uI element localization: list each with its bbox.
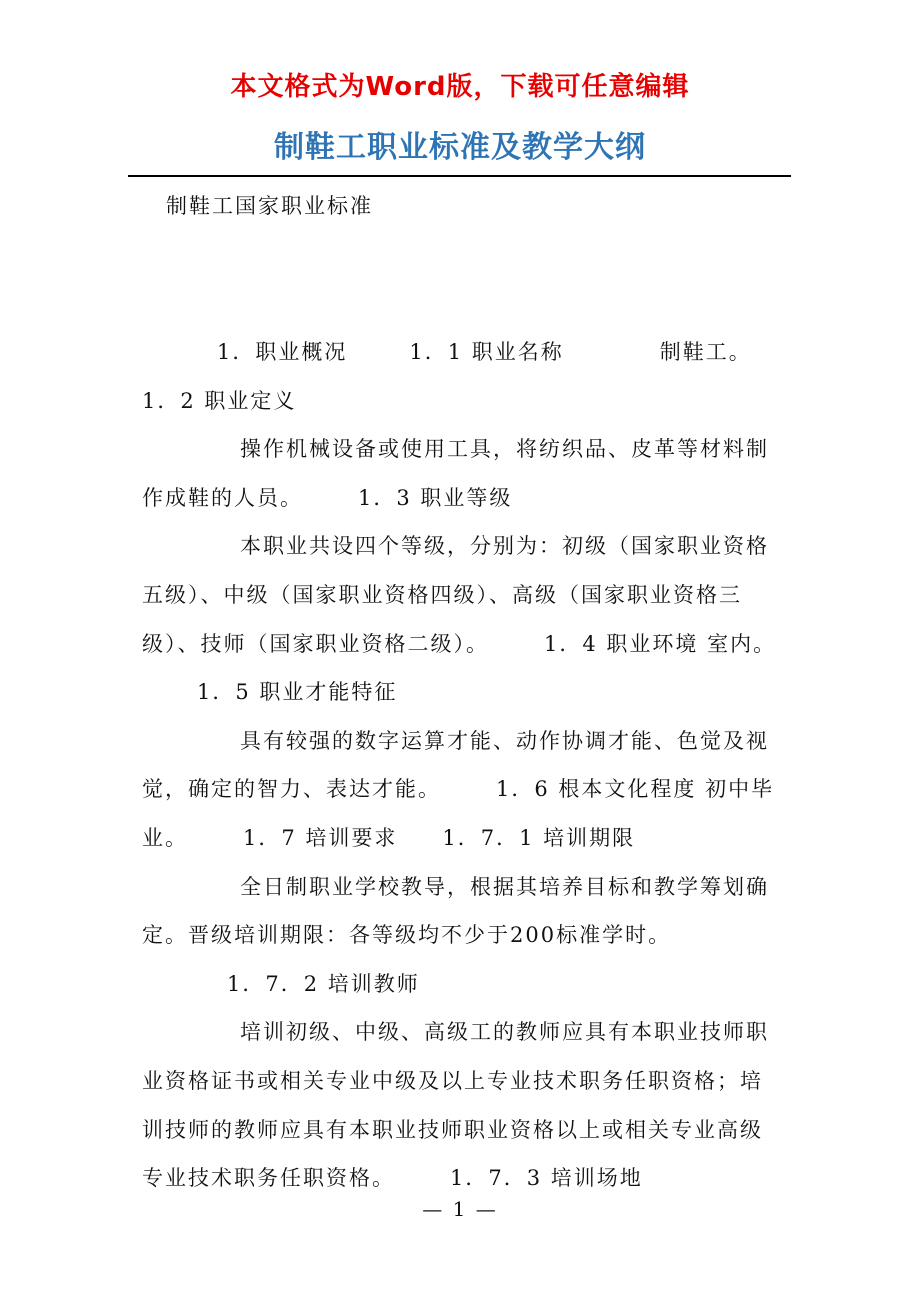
- heading-1-7-2: 1．7．2 培训教师: [227, 971, 420, 996]
- paragraph-overview: [142, 328, 782, 425]
- paragraph-ability: [142, 717, 782, 863]
- heading-1-3: 1．3 职业等级: [358, 485, 513, 510]
- download-banner: 本文格式为Word版，下载可任意编辑: [230, 72, 690, 102]
- document-subtitle: 制鞋工国家职业标准: [166, 194, 373, 218]
- title-divider: [128, 175, 791, 177]
- heading-1-6: 1．6 根本文化程度: [496, 777, 697, 802]
- paragraph-period: 全日制职业学校教导，根据其培养目标和教学筹划确定。晋级培训期限：各等级均不少于200标准学时。: [142, 874, 769, 948]
- heading-1-1: 1．1 职业名称: [409, 340, 564, 364]
- education-text: 初中毕业。: [142, 777, 775, 850]
- document-title: 制鞋工职业标准及教学大纲: [274, 130, 646, 165]
- definition-text: 操作机械设备或使用工具，将纺织品、皮革等材料制作成鞋的人员。: [142, 437, 769, 510]
- heading-1-5: 1．5 职业才能特征: [197, 680, 398, 705]
- teacher-text: 培训初级、中级、高级工的教师应具有本职业技师职业资格证书或相关专业中级及以上专业技术职务任职资格；培训技师的教师应具有本职业技师职业资格以上或相关专业高级专业技术职务任职资格。: [142, 1020, 769, 1191]
- paragraph-definition: [142, 425, 782, 522]
- heading-1-2: 1．2 职业定义: [142, 388, 297, 413]
- heading-1-7: 1．7 培训要求: [243, 825, 398, 850]
- paragraph-teacher: [142, 1008, 782, 1202]
- heading-1-7-3: 1．7．3 培训场地: [450, 1166, 643, 1191]
- page-number: — 1 —: [422, 1197, 498, 1221]
- heading-1-7-1: 1．7．1 培训期限: [442, 825, 636, 850]
- heading-1: 1．职业概况: [217, 340, 348, 364]
- ability-text: 具有较强的数字运算才能、动作协调才能、色觉及视觉，确定的智力、表达才能。: [142, 728, 769, 802]
- heading-1-4: 1．4 职业环境: [544, 631, 699, 656]
- paragraph-levels: [142, 522, 782, 716]
- levels-text: 本职业共设四个等级，分别为：初级（国家职业资格五级）、中级（国家职业资格四级）、高级（国家职业资格三级）、技师（国家职业资格二级）。: [142, 534, 769, 656]
- document-body: [142, 328, 782, 1203]
- environment-text: 室内。: [707, 631, 777, 656]
- job-name-value: 制鞋工。: [659, 340, 752, 364]
